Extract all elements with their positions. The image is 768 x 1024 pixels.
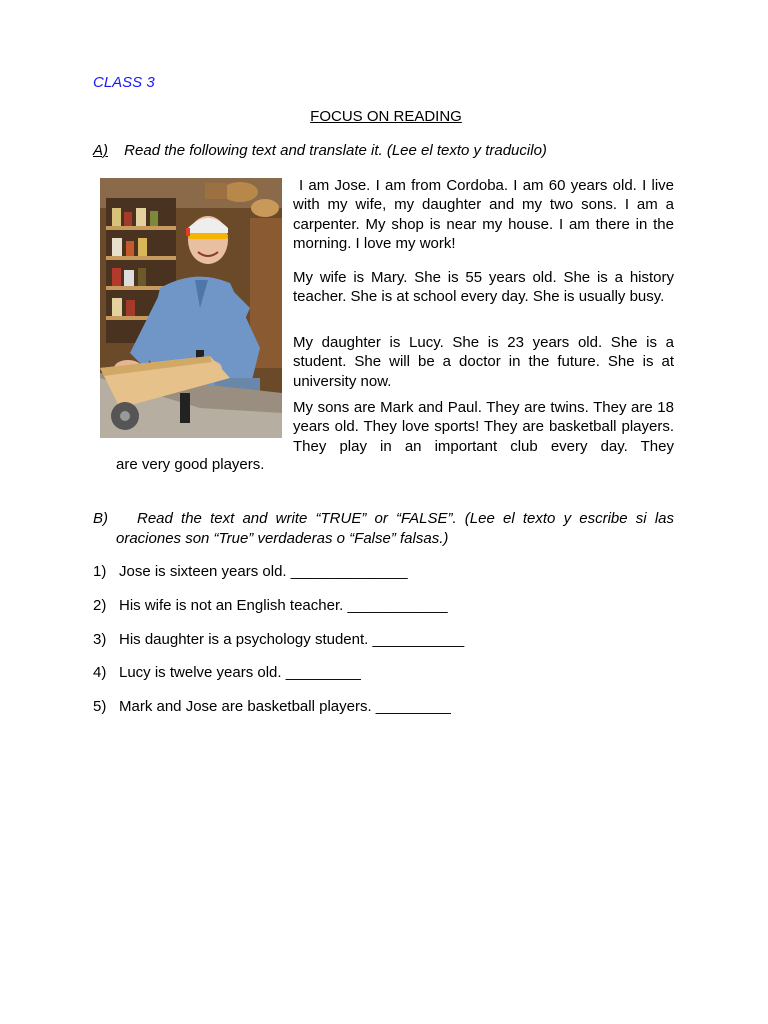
reading-paragraph-1: I am Jose. I am from Cordoba. I am 60 years old. I live with my wife, my daughter and my two sons. I am a carpenter. My shop is near my house. I am there in the morning. I love my work! — [293, 177, 674, 252]
question-item — [93, 698, 451, 715]
section-a-instruction — [93, 142, 547, 159]
reading-paragraph-3: My daughter is Lucy. She is 23 years old. She is a student. She will be a doctor in the future. She is at university now. — [293, 334, 674, 390]
carpenter-photo — [100, 178, 282, 438]
question-item — [93, 563, 408, 580]
section-b-text-line1: Read the text and write “TRUE” or “FALSE”. (Lee el texto y escribe si las — [137, 510, 674, 527]
question-number: 5) — [93, 698, 107, 715]
section-a-letter: A) — [93, 142, 108, 159]
class-label: CLASS 3 — [93, 74, 155, 91]
question-number: 1) — [93, 563, 107, 580]
reading-paragraph-4: My sons are Mark and Paul. They are twins. They are 18 years old. They love sports! They are basketball players. They play in an important club every day. They — [293, 399, 674, 455]
question-item — [93, 664, 361, 681]
page-title: FOCUS ON READING — [310, 108, 462, 125]
question-text: His wife is not an English teacher. ____________ — [119, 597, 448, 614]
question-text: Mark and Jose are basketball players. _________ — [119, 698, 451, 715]
reading-paragraph-2: My wife is Mary. She is 55 years old. She is a history teacher. She is at school every day. She is usually busy. — [293, 269, 674, 306]
section-b-instruction — [93, 509, 674, 548]
section-b-letter: B) — [93, 510, 108, 527]
question-text: Jose is sixteen years old. ______________ — [119, 563, 408, 580]
question-number: 4) — [93, 664, 107, 681]
question-text: Lucy is twelve years old. _________ — [119, 664, 361, 681]
question-item — [93, 631, 464, 648]
question-number: 2) — [93, 597, 107, 614]
reading-paragraph-4-tail: are very good players. — [116, 456, 265, 473]
question-item — [93, 597, 448, 614]
question-text: His daughter is a psychology student. ___________ — [119, 631, 465, 648]
question-number: 3) — [93, 631, 107, 648]
section-b-text-line2: oraciones son “True” verdaderas o “False” falsas.) — [116, 529, 449, 547]
section-a-text: Read the following text and translate it. (Lee el texto y traducilo) — [124, 142, 547, 159]
